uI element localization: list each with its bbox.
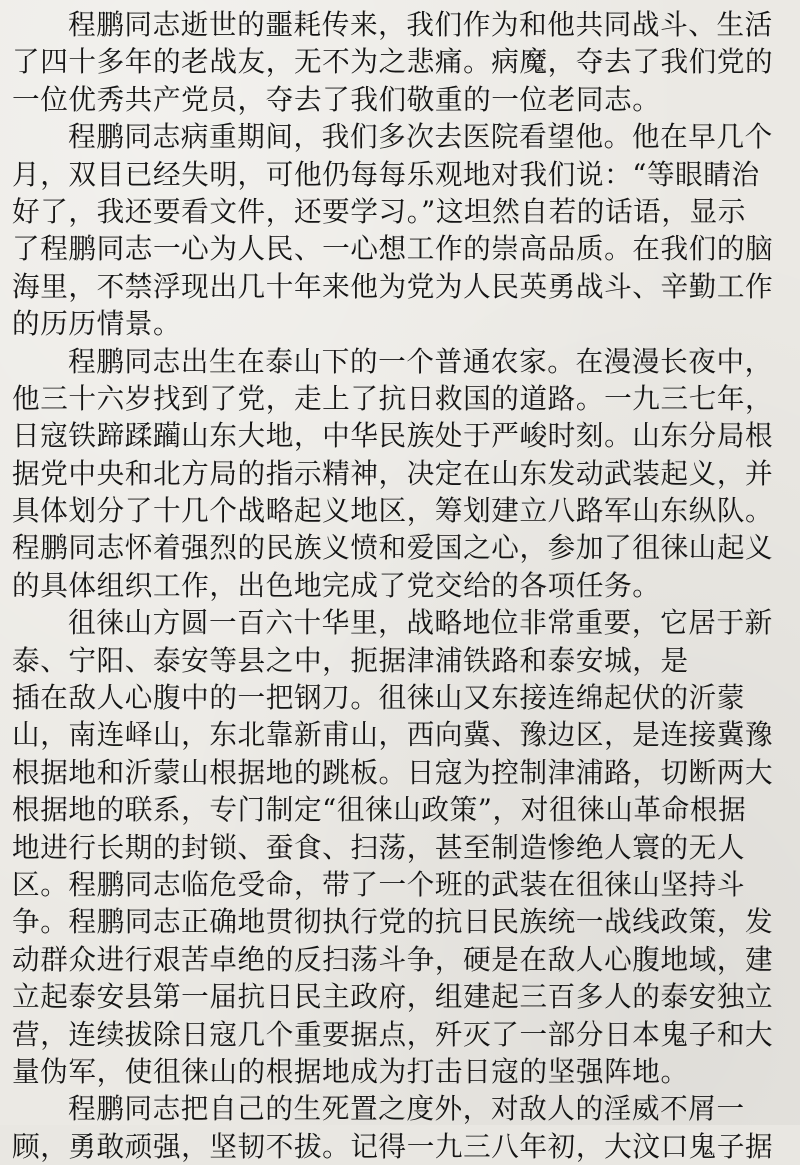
paragraph-first-line: 徂徕山方圆一百六十华里，战略地位非常重要，它居于新	[68, 606, 773, 640]
text-line: 营，连续拔除日寇几个重要据点，歼灭了一部分日本鬼子和大	[12, 1017, 774, 1051]
text-line: 量伪军，使徂徕山的根据地成为打击日寇的坚强阵地。	[12, 1054, 689, 1088]
text-line: 动群众进行艰苦卓绝的反扫荡斗争，硬是在敌人心腹地域，建	[12, 942, 774, 976]
text-line: 根据地和沂蒙山根据地的跳板。日寇为控制津浦路，切断两大	[12, 755, 774, 789]
text-line: 程鹏同志怀着强烈的民族义愤和爱国之心，参加了徂徕山起义	[12, 531, 774, 565]
text-line: 区。程鹏同志临危受命，带了一个班的武装在徂徕山坚持斗	[12, 867, 746, 901]
text-line: 顾，勇敢顽强，坚韧不拔。记得一九三八年初，大汶口鬼子据	[12, 1129, 774, 1163]
text-line: 的历历情景。	[12, 307, 182, 341]
text-line: 一位优秀共产党员，夺去了我们敬重的一位老同志。	[12, 82, 661, 116]
text-line: 据党中央和北方局的指示精神，决定在山东发动武装起义，并	[12, 456, 774, 490]
text-line: 的具体组织工作，出色地完成了党交给的各项任务。	[12, 568, 661, 602]
text-line: 日寇铁蹄蹂躏山东大地，中华民族处于严峻时刻。山东分局根	[12, 419, 774, 453]
text-line: 具体划分了十几个战略起义地区，筹划建立八路军山东纵队。	[12, 494, 774, 528]
text-line: 山，南连峄山，东北靠新甫山，西向冀、豫边区，是连接冀豫	[12, 718, 774, 752]
text-line: 月，双目已经失明，可他仍每每乐观地对我们说：“等眼睛治	[12, 157, 760, 191]
text-line: 泰、宁阳、泰安等县之中，扼据津浦铁路和泰安城，是	[12, 643, 689, 677]
paragraph-first-line: 程鹏同志病重期间，我们多次去医院看望他。他在早几个	[68, 120, 773, 154]
text-line: 了程鹏同志一心为人民、一心想工作的崇高品质。在我们的脑	[12, 232, 774, 266]
text-line: 了四十多年的老战友，无不为之悲痛。病魔，夺去了我们党的	[12, 45, 774, 79]
text-line: 插在敌人心腹中的一把钢刀。徂徕山又东接连绵起伏的沂蒙	[12, 681, 746, 715]
text-line: 争。程鹏同志正确地贯彻执行党的抗日民族统一战线政策，发	[12, 905, 774, 939]
text-line: 根据地的联系，专门制定“徂徕山政策”，对徂徕山革命根据	[12, 793, 747, 827]
text-line: 海里，不禁浮现出几十年来他为党为人民英勇战斗、辛勤工作	[12, 269, 774, 303]
text-line: 地进行长期的封锁、蚕食、扫荡，甚至制造惨绝人寰的无人	[12, 830, 746, 864]
article-body	[12, 6, 788, 1165]
paragraph-first-line: 程鹏同志逝世的噩耗传来，我们作为和他共同战斗、生活	[68, 8, 773, 41]
text-line: 好了，我还要看文件，还要学习。”这坦然自若的话语，显示	[12, 194, 746, 228]
paragraph-first-line: 程鹏同志出生在泰山下的一个普通农家。在漫漫长夜中，	[68, 344, 773, 378]
text-line: 他三十六岁找到了党，走上了抗日救国的道路。一九三七年，	[12, 381, 774, 415]
text-line: 立起泰安县第一届抗日民主政府，组建起三百多人的泰安独立	[12, 980, 774, 1014]
paragraph-first-line: 程鹏同志把自己的生死置之度外，对敌人的淫威不屑一	[68, 1092, 745, 1126]
